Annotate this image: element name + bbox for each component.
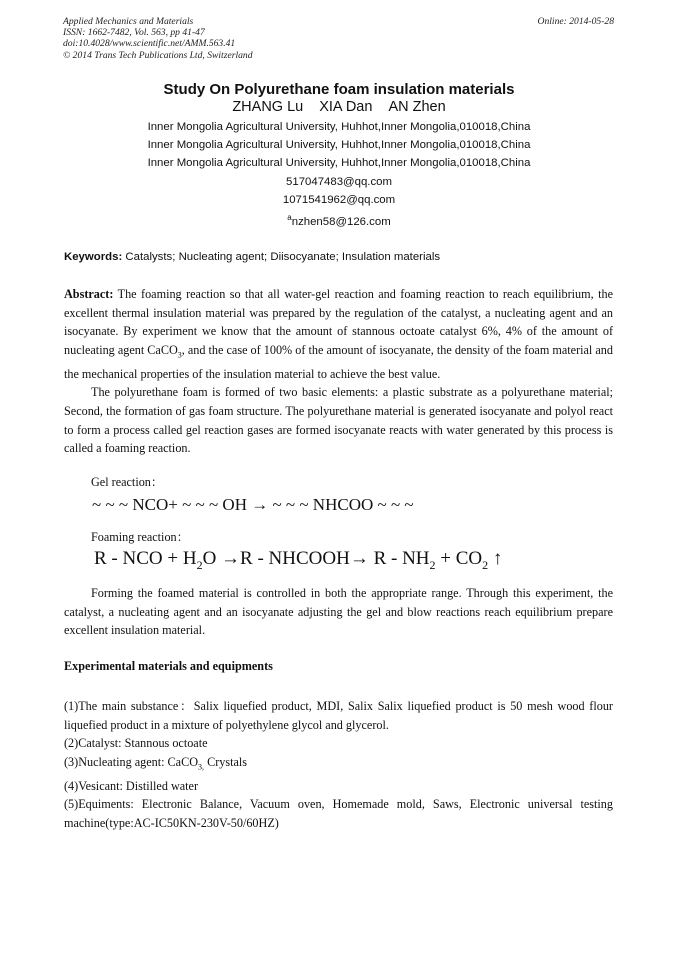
author-name: XIA Dan [319, 99, 373, 115]
abstract-section [64, 285, 613, 458]
journal-header [63, 16, 253, 61]
author-name: ZHANG Lu [232, 99, 304, 115]
eq-sub: 2 [196, 557, 203, 572]
abstract-label: Abstract: [64, 287, 114, 301]
materials-list [64, 697, 613, 833]
keywords-label: Keywords: [64, 251, 123, 263]
doi-line: doi:10.4028/www.scientific.net/AMM.563.41 [63, 38, 236, 50]
journal-name: Applied Mechanics and Materials [63, 16, 194, 27]
eq-part: + CO [435, 548, 483, 569]
list-item: (5)Equiments: Electronic Balance, Vacuum oven, Homemade mold, Saws, Electronic universal testing machine(type:AC-IC50KN-230V-50/60HZ) [64, 797, 613, 830]
copyright-line: © 2014 Trans Tech Publications Ltd, Switzerland [63, 49, 253, 61]
gel-reaction-equation: ~ ~ ~ NCO+ ~ ~ ~ OH → ~ ~ ~ NHCOO ~ ~ ~ [92, 495, 414, 514]
online-date: Online: 2014-05-28 [537, 16, 614, 27]
email-superscript: a [287, 213, 292, 222]
list-subscript: 3, [198, 762, 205, 772]
body-paragraph: The polyurethane foam is formed of two basic elements: a plastic substrate as a polyurethane material; Second, the formation of gas foam structure. The polyurethane material is generated isocyanate and polyol react to form a process called gel reaction gases are formed isocyanate reacts with water generated by this process is called a foaming reaction. [64, 385, 613, 456]
gel-reaction-label: Gel reaction： [91, 475, 164, 489]
eq-part: O →R - NHCOOH→ R - NH [202, 548, 430, 569]
author-email [0, 213, 678, 228]
conclusion-paragraph-block [64, 584, 613, 640]
abstract-text: The foaming reaction so that all water-gel reaction and foaming reaction to reach equilibrium, the excellent thermal insulation material was prepared by the regulation of the catalyst, a nucleating agent and an isocyanate. By experiment we know that the amount of stannous octoate catalyst 6%, 4% of the amount of nucleating agent CaCO [64, 287, 613, 357]
author-email: 1071541962@qq.com [282, 194, 396, 206]
abstract-text-cont: , and the case of 100% of the amount of isocyanate, the density of the foam material and the mechanical properties of the insulation material to achieve the best value. [64, 342, 613, 381]
email-text: nzhen58@126.com [291, 215, 391, 228]
list-item: (4)Vesicant: Distilled water [64, 778, 199, 793]
list-item: (1)The main substance：Salix liquefied product, MDI, Salix Salix liquefied product is 50 mesh wood flour liquefied product in a mixture of polyethylene glycol and glycerol. [64, 699, 613, 732]
list-text: Crystals [204, 754, 248, 769]
list-item: (2)Catalyst: Stannous octoate [64, 736, 208, 751]
foaming-reaction-label: Foaming reaction： [91, 530, 189, 544]
list-item [64, 753, 613, 777]
keywords [64, 251, 440, 263]
paper-title: Study On Polyurethane foam insulation materials [163, 81, 515, 98]
eq-sub: 2 [429, 557, 436, 572]
section-heading: Experimental materials and equipments [64, 659, 273, 673]
abstract-subscript: 3 [177, 350, 182, 360]
author-email: 517047483@qq.com [286, 176, 392, 188]
keywords-text: Catalysts; Nucleating agent; Diisocyanate; Insulation materials [122, 251, 441, 263]
affiliation: Inner Mongolia Agricultural University, Huhhot,Inner Mongolia,010018,China [147, 157, 531, 169]
affiliation: Inner Mongolia Agricultural University, Huhhot,Inner Mongolia,010018,China [147, 121, 531, 133]
list-text: (3)Nucleating agent: CaCO [64, 754, 199, 769]
author-name: AN Zhen [388, 99, 446, 115]
affiliation: Inner Mongolia Agricultural University, Huhhot,Inner Mongolia,010018,China [147, 139, 531, 151]
eq-part: ↑ [488, 548, 503, 569]
author-list [0, 99, 678, 115]
eq-part: R - NCO + H [94, 548, 197, 569]
issn-line: ISSN: 1662-7482, Vol. 563, pp 41-47 [63, 27, 205, 39]
abstract-paragraph [64, 285, 613, 383]
foaming-reaction-equation [94, 548, 502, 573]
eq-sub: 2 [482, 557, 489, 572]
body-paragraph: Forming the foamed material is controlled in both the appropriate range. Through this experiment, the catalyst, a nucleating agent and an isocyanate adjusting the gel and blow reactions reach equilibrium prepare excellent insulation material. [64, 586, 613, 638]
